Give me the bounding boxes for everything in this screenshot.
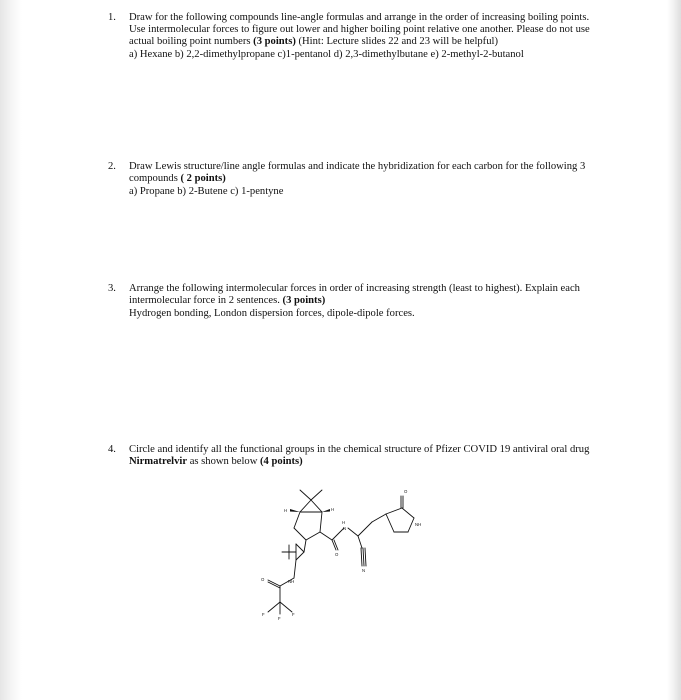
bond bbox=[296, 544, 304, 552]
points-label: ( 2 points) bbox=[180, 172, 226, 184]
bond bbox=[386, 508, 402, 514]
atom-label-h: H bbox=[342, 520, 346, 525]
bond bbox=[348, 528, 358, 536]
atom-label-nh: NH bbox=[288, 579, 295, 584]
wedge-bond bbox=[322, 509, 330, 512]
question-4 bbox=[108, 444, 598, 468]
bond bbox=[311, 500, 322, 512]
question-3 bbox=[108, 283, 598, 320]
atom-label-h: H bbox=[284, 508, 288, 513]
question-text: Draw Lewis structure/line angle formulas and indicate the hybridization for each carbon for the following 3 compounds ( 2 points) bbox=[129, 161, 586, 184]
bond bbox=[363, 548, 364, 566]
wedge-bond bbox=[290, 509, 300, 512]
points-label: (4 points) bbox=[260, 455, 303, 467]
atom-label-f: F bbox=[292, 612, 295, 617]
bond bbox=[320, 512, 322, 532]
bond bbox=[365, 548, 366, 566]
bond bbox=[332, 540, 336, 550]
question-text: Circle and identify all the functional groups in the chemical structure of Pfizer COVID 19 antiviral oral drug Nirmatrelvir as shown below (4 points) bbox=[129, 444, 590, 467]
bond bbox=[280, 602, 292, 612]
atom-label-o: O bbox=[404, 489, 408, 494]
points-label: (3 points) bbox=[282, 294, 326, 306]
points-label: (3 points) bbox=[253, 35, 296, 47]
bond bbox=[300, 500, 311, 512]
answer-options: a) Hexane b) 2,2-dimethylpropane c)1-pentanol d) 2,3-dimethylbutane e) 2-methyl-2-butanol bbox=[129, 48, 524, 60]
bond bbox=[268, 602, 280, 612]
question-number: 1. bbox=[108, 12, 116, 23]
question-2 bbox=[108, 161, 598, 198]
question-number: 4. bbox=[108, 444, 116, 455]
atom-label-nh: NH bbox=[415, 522, 422, 527]
bond bbox=[358, 536, 362, 548]
bond bbox=[361, 548, 362, 566]
atom-label-o: O bbox=[335, 552, 339, 557]
bond bbox=[311, 490, 322, 500]
question-number: 2. bbox=[108, 161, 116, 172]
bond bbox=[294, 528, 306, 540]
page-edge-left bbox=[0, 0, 22, 700]
bond bbox=[372, 514, 386, 522]
atom-label-h: H bbox=[331, 507, 335, 512]
drug-name: Nirmatrelvir bbox=[129, 455, 188, 467]
atom-label-f: F bbox=[262, 612, 265, 617]
question-text: Arrange the following intermolecular forces in order of increasing strength (least to highest). Explain each intermolecular force in 2 sentences. (3 points) bbox=[129, 283, 580, 306]
bond bbox=[386, 514, 394, 532]
page-edge-right bbox=[667, 0, 681, 700]
bond bbox=[296, 552, 304, 560]
question-1 bbox=[108, 12, 598, 61]
bond bbox=[300, 490, 311, 500]
bond bbox=[358, 522, 372, 536]
question-number: 3. bbox=[108, 283, 116, 294]
bond bbox=[294, 512, 300, 528]
answer-options: a) Propane b) 2-Butene c) 1-pentyne bbox=[129, 185, 284, 197]
bond bbox=[320, 532, 332, 540]
bond bbox=[294, 560, 296, 578]
bond bbox=[304, 540, 306, 552]
question-text: Draw for the following compounds line-angle formulas and arrange in the order of increasing boiling points. Use intermolecular forces to figure out lower and higher boiling point relative one another. Please do not use actual boiling point numbers (3 points) (Hint: Lecture slides 22 and 23 will be helpful) bbox=[129, 12, 590, 47]
bond bbox=[334, 540, 338, 550]
bond bbox=[408, 518, 414, 532]
force-list: Hydrogen bonding, London dispersion forces, dipole-dipole forces. bbox=[129, 307, 415, 319]
atom-label-n: N bbox=[362, 568, 366, 573]
nirmatrelvir-structure bbox=[244, 486, 444, 622]
bond bbox=[402, 508, 414, 518]
atom-label-f: F bbox=[278, 616, 281, 621]
atom-label-n: N bbox=[343, 526, 347, 531]
bond bbox=[306, 532, 320, 540]
atom-label-o: O bbox=[261, 577, 265, 582]
